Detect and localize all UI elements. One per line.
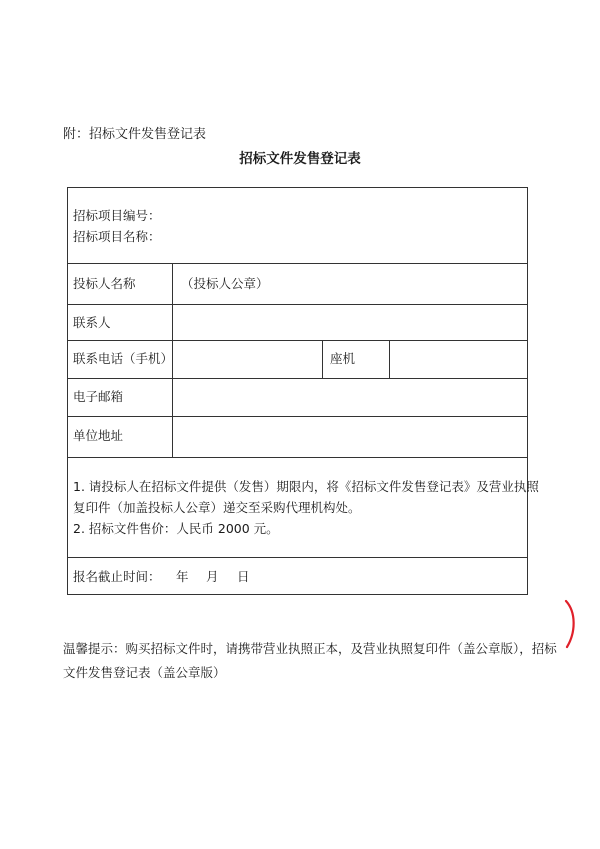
project-name-label: 招标项目名称： (73, 229, 161, 244)
contact-label: 联系人 (73, 315, 111, 330)
note-line: 复印件（加盖投标人公章）递交至采购代理机构处。 (73, 500, 361, 515)
table-column-divider (389, 340, 390, 378)
table-rule (67, 340, 528, 341)
reminder-line: 温馨提示：购买招标文件时，请携带营业执照正本，及营业执照复印件（盖公章版），招标 (63, 641, 557, 656)
table-rule (67, 378, 528, 379)
reminder (63, 637, 557, 685)
email-label: 电子邮箱 (73, 389, 124, 404)
project-number-label: 招标项目编号： (73, 208, 161, 223)
bidder-name-label: 投标人名称 (73, 276, 136, 291)
mobile-label: 联系电话（手机） (73, 351, 174, 366)
note-line: 1. 请投标人在招标文件提供（发售）期限内，将《招标文件发售登记表》及营业执照 (73, 479, 539, 494)
table-rule (67, 416, 528, 417)
form-title: 招标文件发售登记表 (239, 151, 361, 167)
reminder-line: 文件发售登记表（盖公章版） (63, 665, 226, 680)
table-rule (67, 457, 528, 458)
landline-label: 座机 (330, 351, 356, 366)
bidder-seal-hint: （投标人公章） (181, 276, 269, 291)
deadline-day: 日 (237, 569, 250, 584)
table-rule (67, 557, 528, 558)
deadline-label: 报名截止时间： (73, 569, 161, 584)
table-column-divider (322, 340, 323, 378)
deadline-year: 年 (176, 569, 189, 584)
table-rule (67, 304, 528, 305)
appendix-label: 附：招标文件发售登记表 (63, 127, 207, 142)
deadline-month: 月 (206, 569, 219, 584)
note-line: 2. 招标文件售价：人民币 2000 元。 (73, 521, 279, 536)
address-label: 单位地址 (73, 428, 124, 443)
table-rule (67, 263, 528, 264)
red-margin-mark (560, 598, 582, 650)
